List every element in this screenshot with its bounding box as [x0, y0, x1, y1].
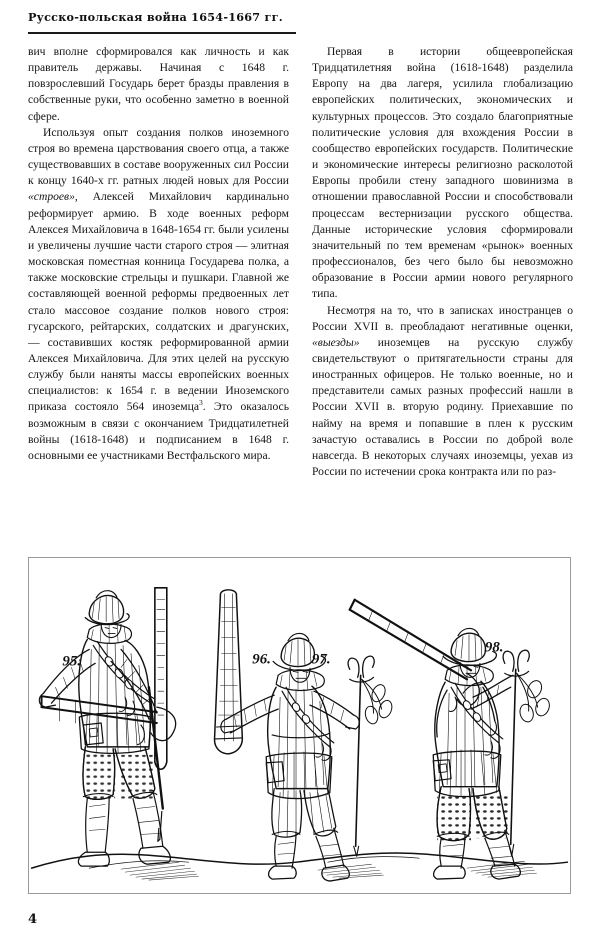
right-paragraph-1: Первая в истории общеевропейская Тридцатилетняя война (1618-1648) разделила Европу на два лагеря, усилила глобализацию европейских политических, экономических и культурных процессов. Это создало благоприятные политические условия для вхождения России в сообщество европейских государств. Политические и экономические интересы религиозно расколотой Европы пробили стену западного шовинизма в отношении православной России и способствовали процессам вестернизации русского общества. Данные исторические условия сформировали значительный по тем временам «рынок» военных профессионалов, без чего было бы невозможно образование в России армии нового регулярного типа.	[312, 45, 573, 301]
left-paragraph-2-italic-stroev: «строев»	[28, 190, 75, 204]
page-number: 4	[28, 912, 38, 927]
left-column	[28, 44, 289, 544]
musketeer-figure-98	[350, 600, 552, 879]
figure-label-96: 96.	[252, 651, 271, 668]
body-columns	[28, 44, 573, 544]
musketeer-figure-95	[39, 588, 175, 866]
left-paragraph-2	[28, 125, 289, 464]
left-paragraph-2-text-b: , Алексей Михайлович кардинально реформирует армию. В ходе военных реформ Алексея Михайловича в 1648-1654 гг. были усилены и увеличены лучшие части старого строя — элитная московская поместная конница Государева полка, а также московские стрельцы и пушкари. Главной же составляющей военной реформы предвоенных лет стало массовое создание полков нового строя: гусарского, рейтарских, солдатских и драгунских, — составивших костяк реформированной армии Алексея Михайловича. Для этих целей на русскую службу были наняты массы европейских военных специалистов: к 1654 г. в ведении Иноземского приказа состояло 564 иноземца	[28, 190, 289, 414]
footnote-marker-3: 3	[198, 398, 203, 408]
right-paragraph-2	[312, 303, 573, 481]
right-column	[312, 44, 573, 544]
right-paragraph-2-text-a: Несмотря на то, что в записках иностранцев о России XVII в. преобладают негативные оценки,	[312, 303, 573, 333]
left-paragraph-1: вич вполне сформировался как личность и как правитель державы. Начиная с 1648 г. повзрослевший Государь берет бразды правления в собственные руки, что особенно заметно в военной сфере.	[28, 45, 289, 123]
running-head-title: Русско-польская война 1654-1667 гг.	[28, 10, 283, 24]
header-divider-rule	[28, 32, 296, 34]
musketeer-figure-97	[221, 633, 394, 881]
right-paragraph-2-text-b: иноземцев на русскую службу свидетельствуют о притягательности страны для иностранных офицеров. Не только военные, но и представители самых разных профессий нашли в России XVII в. вторую родину. Приехавшие по найму на время и попавшие в плен к русским зачастую оставались в России по доброй воле навсегда. В некоторых случаях иноземцы, уехав из России по истечении срока контракта или по раз-	[312, 335, 573, 479]
left-paragraph-2-text-c: . Это оказалось возможным в связи с окончанием Тридцатилетней войны (1618-1648) и подписанием в 1648 г. основными ее участниками Вестфальского мира.	[28, 400, 289, 462]
right-paragraph-2-italic-vyezdy: «выезды»	[312, 335, 360, 349]
engraving-three-musketeers	[29, 558, 570, 893]
running-head	[28, 10, 573, 36]
figure-label-97: 97.	[311, 651, 331, 668]
cast-shadows	[121, 861, 537, 880]
illustration-figure	[28, 557, 571, 894]
left-paragraph-2-text-a: Используя опыт создания полков иноземного строя во времена царствования своего отца, а также существовавших в составе вооруженных сил России к концу 1640-х гг. ратных людей новых для России	[28, 125, 289, 188]
figure-label-98: 98.	[484, 639, 504, 656]
figure-label-95: 95.	[62, 653, 82, 670]
